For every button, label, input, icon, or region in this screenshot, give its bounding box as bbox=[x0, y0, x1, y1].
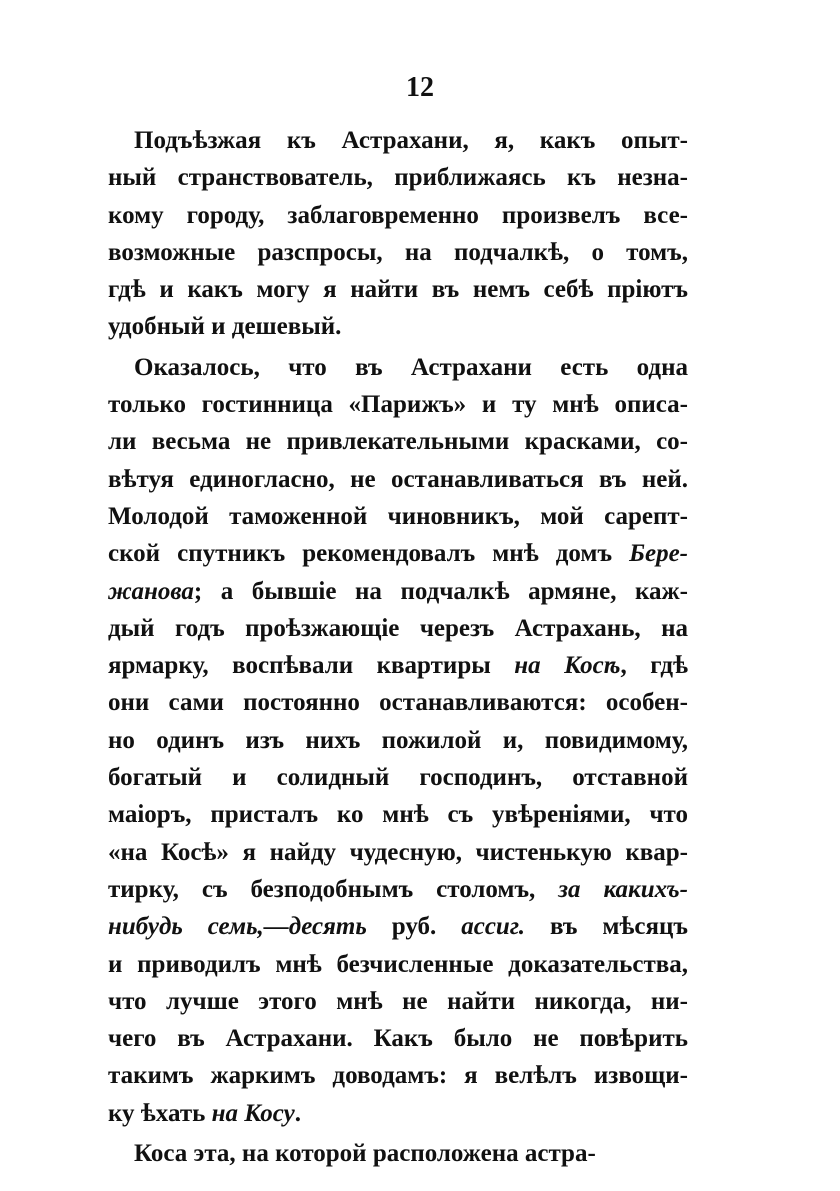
text-run: руб. bbox=[366, 913, 462, 941]
text-run: гдѣ и какъ могу я найти въ немъ себѣ пріютъ bbox=[108, 276, 688, 304]
italic-text: Бере- bbox=[629, 540, 688, 568]
text-line bbox=[108, 234, 688, 271]
text-run: ской спутникъ рекомендовалъ мнѣ домъ bbox=[108, 540, 630, 568]
text-run: они сами постоянно останавливаются: особен- bbox=[108, 689, 688, 717]
text-run: что лучше этого мнѣ не найти никогда, ни- bbox=[108, 987, 688, 1015]
text-line bbox=[108, 983, 688, 1020]
italic-text: жанова bbox=[108, 577, 194, 605]
text-run: ли весьма не привлекательными красками, со- bbox=[108, 428, 688, 456]
text-run: кому городу, заблаговременно произвелъ все- bbox=[108, 201, 688, 229]
text-line bbox=[108, 908, 688, 945]
text-run: , гдѣ bbox=[620, 652, 688, 680]
text-run: Оказалось, что въ Астрахани есть одна bbox=[134, 353, 688, 381]
page-number: 12 bbox=[406, 72, 434, 103]
italic-text: на Косу bbox=[211, 1099, 295, 1127]
text-run: но одинъ изъ нихъ пожилой и, повидимому, bbox=[108, 726, 688, 754]
text-run: богатый и солидный господинъ, отставной bbox=[108, 764, 688, 792]
text-run: Подъѣзжая къ Астрахани, я, какъ опыт- bbox=[134, 127, 688, 154]
text-run: маіоръ, присталъ ко мнѣ съ увѣреніями, что bbox=[108, 801, 688, 829]
text-line bbox=[108, 946, 688, 983]
text-line bbox=[108, 1135, 688, 1172]
italic-text: на Косѣ bbox=[514, 652, 621, 680]
text-run: ярмарку, воспѣвали квартиры bbox=[108, 652, 515, 680]
text-run: такимъ жаркимъ доводамъ: я велѣлъ извощи- bbox=[108, 1062, 688, 1090]
page-text bbox=[108, 122, 688, 1172]
text-line bbox=[108, 684, 688, 721]
text-run: ный странствователь, приближаясь къ незна- bbox=[108, 164, 688, 192]
text-line bbox=[108, 573, 688, 610]
text-line bbox=[108, 722, 688, 759]
text-run: тирку, съ безподобнымъ столомъ, bbox=[108, 875, 559, 903]
text-line bbox=[108, 122, 688, 159]
paragraph bbox=[108, 349, 688, 1132]
text-line bbox=[108, 159, 688, 196]
text-line bbox=[108, 610, 688, 647]
text-line bbox=[108, 1057, 688, 1094]
text-run: чего въ Астрахани. Какъ было не повѣрить bbox=[108, 1025, 688, 1053]
text-run: «на Косѣ» я найду чудесную, чистенькую квар- bbox=[108, 838, 688, 866]
text-run: только гостинница «Парижъ» и ту мнѣ описа- bbox=[108, 391, 688, 419]
text-run: въ мѣсяцъ bbox=[524, 913, 688, 941]
italic-text: ассиг. bbox=[461, 913, 525, 941]
paragraph bbox=[108, 1135, 688, 1172]
text-line bbox=[108, 349, 688, 386]
text-line bbox=[108, 647, 688, 684]
text-line bbox=[108, 535, 688, 572]
text-line bbox=[108, 1095, 688, 1132]
text-run: вѣтуя единогласно, не останавливаться въ ней. bbox=[108, 465, 688, 493]
text-run: . bbox=[294, 1099, 301, 1127]
paragraph bbox=[108, 122, 688, 346]
text-run: дый годъ проѣзжающіе черезъ Астрахань, на bbox=[108, 614, 688, 642]
text-run: возможные разспросы, на подчалкѣ, о томъ, bbox=[108, 238, 688, 266]
text-line bbox=[108, 271, 688, 308]
text-run: ку ѣхать bbox=[108, 1099, 212, 1127]
text-line bbox=[108, 197, 688, 234]
text-line bbox=[108, 759, 688, 796]
text-line bbox=[108, 308, 688, 345]
text-line bbox=[108, 386, 688, 423]
italic-text: за какихъ- bbox=[558, 875, 688, 903]
text-line bbox=[108, 423, 688, 460]
text-line bbox=[108, 796, 688, 833]
text-line bbox=[108, 498, 688, 535]
text-line bbox=[108, 461, 688, 498]
text-run: Коса эта, на которой расположена астра- bbox=[134, 1140, 596, 1168]
text-line bbox=[108, 871, 688, 908]
text-run: Молодой таможенной чиновникъ, мой сарепт- bbox=[108, 502, 688, 530]
text-run: и приводилъ мнѣ безчисленные доказательства, bbox=[108, 950, 688, 978]
text-line bbox=[108, 1020, 688, 1057]
text-line bbox=[108, 834, 688, 871]
text-run: ; а бывшіе на подчалкѣ армяне, каж- bbox=[193, 577, 688, 605]
text-run: удобный и дешевый. bbox=[108, 313, 342, 341]
italic-text: нибудь семь,—десять bbox=[108, 913, 367, 941]
